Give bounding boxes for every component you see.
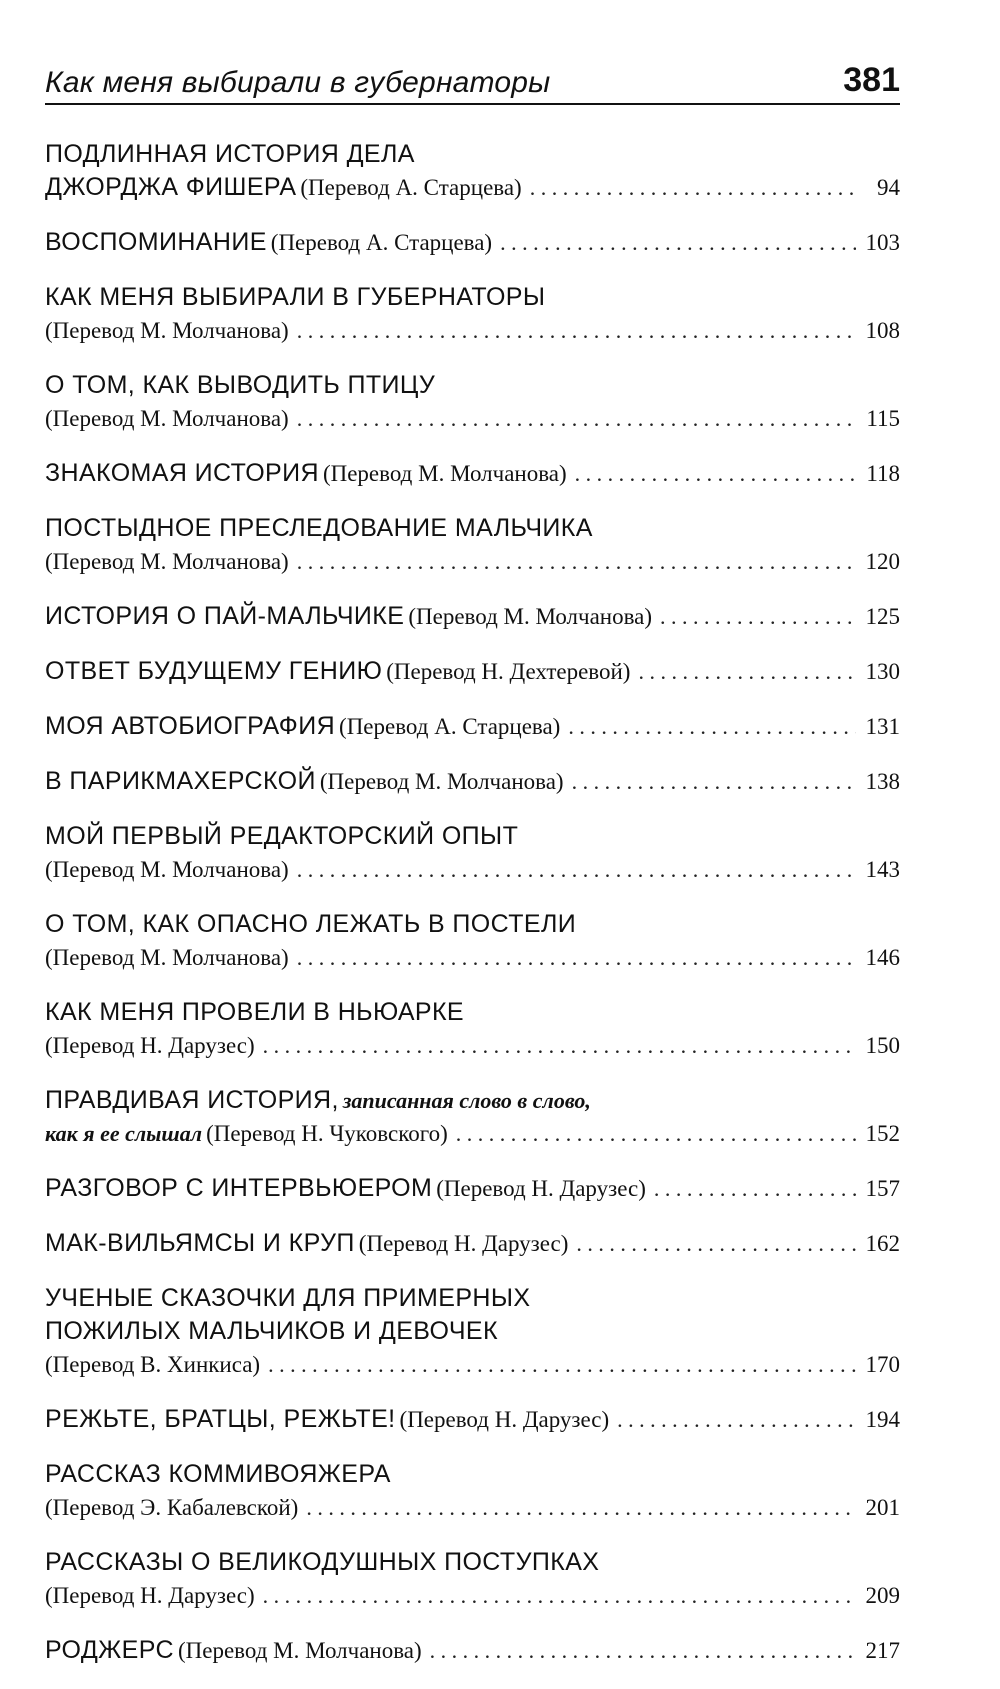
dot-leader bbox=[297, 402, 856, 435]
entry-translator: (Перевод М. Молчанова) bbox=[45, 857, 289, 882]
toc-entry[interactable] bbox=[45, 996, 900, 1062]
entry-translator: (Перевод М. Молчанова) bbox=[45, 318, 289, 343]
dot-leader bbox=[638, 655, 856, 688]
entry-page: 125 bbox=[865, 604, 900, 629]
entry-title: ПОДЛИННАЯ ИСТОРИЯ ДЕЛА bbox=[45, 140, 415, 168]
entry-subtitle: записанная слово в слово, bbox=[342, 1088, 591, 1113]
dot-leader bbox=[297, 941, 856, 974]
entry-translator: (Перевод Н. Дарузес) bbox=[399, 1407, 610, 1432]
entry-page: 146 bbox=[865, 945, 900, 970]
entry-page: 118 bbox=[866, 461, 900, 486]
entry-translator: (Перевод Н. Чуковского) bbox=[206, 1121, 448, 1146]
dot-leader bbox=[297, 545, 856, 578]
toc-entry[interactable] bbox=[45, 1172, 900, 1205]
entry-page: 143 bbox=[865, 857, 900, 882]
entry-translator: (Перевод М. Молчанова) bbox=[45, 549, 289, 574]
running-header-title: Как меня выбирали в губернаторы bbox=[45, 66, 551, 99]
toc-entry[interactable] bbox=[45, 600, 900, 633]
dot-leader bbox=[306, 1491, 856, 1524]
entry-translator: (Перевод М. Молчанова) bbox=[45, 406, 289, 431]
toc-entry[interactable] bbox=[45, 457, 900, 490]
entry-title: КАК МЕНЯ ПРОВЕЛИ В НЬЮАРКЕ bbox=[45, 998, 465, 1026]
running-header bbox=[45, 40, 900, 105]
dot-leader bbox=[575, 457, 856, 490]
toc-entry[interactable] bbox=[45, 655, 900, 688]
entry-title: ПРАВДИВАЯ ИСТОРИЯ, bbox=[45, 1086, 339, 1114]
entry-title: РЕЖЬТЕ, БРАТЦЫ, РЕЖЬТЕ! bbox=[45, 1405, 396, 1433]
entry-translator: (Перевод Н. Дарузес) bbox=[45, 1583, 255, 1608]
entry-translator: (Перевод М. Молчанова) bbox=[45, 945, 289, 970]
entry-title: УЧЕНЫЕ СКАЗОЧКИ ДЛЯ ПРИМЕРНЫХ bbox=[45, 1284, 531, 1312]
toc-entry[interactable] bbox=[45, 1634, 900, 1667]
entry-page: 201 bbox=[865, 1495, 900, 1520]
entry-title: ЗНАКОМАЯ ИСТОРИЯ bbox=[45, 459, 319, 487]
entry-title: РАЗГОВОР С ИНТЕРВЬЮЕРОМ bbox=[45, 1174, 433, 1202]
entry-title: КАК МЕНЯ ВЫБИРАЛИ В ГУБЕРНАТОРЫ bbox=[45, 283, 546, 311]
entry-translator: (Перевод А. Старцева) bbox=[270, 230, 493, 255]
entry-title: МОЯ АВТОБИОГРАФИЯ bbox=[45, 712, 336, 740]
entry-title: РАССКАЗ КОММИВОЯЖЕРА bbox=[45, 1460, 391, 1488]
dot-leader bbox=[263, 1579, 856, 1612]
toc-entry[interactable] bbox=[45, 1084, 900, 1150]
toc-entry[interactable] bbox=[45, 1403, 900, 1436]
toc-entry[interactable] bbox=[45, 1282, 900, 1381]
entry-translator: (Перевод Э. Кабалевской) bbox=[45, 1495, 299, 1520]
entry-title: ВОСПОМИНАНИЕ bbox=[45, 228, 267, 256]
entry-page: 217 bbox=[865, 1638, 900, 1663]
entry-page: 131 bbox=[865, 714, 900, 739]
entry-page: 194 bbox=[865, 1407, 900, 1432]
entry-page: 162 bbox=[865, 1231, 900, 1256]
entry-title: О ТОМ, КАК ВЫВОДИТЬ ПТИЦУ bbox=[45, 371, 436, 399]
dot-leader bbox=[660, 600, 856, 633]
entry-translator: (Перевод Н. Дехтеревой) bbox=[386, 659, 631, 684]
entry-title: ОТВЕТ БУДУЩЕМУ ГЕНИЮ bbox=[45, 657, 383, 685]
entry-title: МОЙ ПЕРВЫЙ РЕДАКТОРСКИЙ ОПЫТ bbox=[45, 822, 519, 850]
entry-page: 115 bbox=[866, 406, 900, 431]
toc-entry[interactable] bbox=[45, 1227, 900, 1260]
entry-title: ИСТОРИЯ О ПАЙ-МАЛЬЧИКЕ bbox=[45, 602, 405, 630]
table-of-contents bbox=[45, 138, 900, 1667]
entry-translator: (Перевод М. Молчанова) bbox=[319, 769, 564, 794]
toc-entry[interactable] bbox=[45, 908, 900, 974]
entry-page: 103 bbox=[865, 230, 900, 255]
toc-entry[interactable] bbox=[45, 138, 900, 204]
toc-entry[interactable] bbox=[45, 1546, 900, 1612]
entry-page: 157 bbox=[865, 1176, 900, 1201]
dot-leader bbox=[568, 710, 856, 743]
dot-leader bbox=[572, 765, 856, 798]
entry-translator: (Перевод М. Молчанова) bbox=[177, 1638, 422, 1663]
entry-title: РАССКАЗЫ О ВЕЛИКОДУШНЫХ ПОСТУПКАХ bbox=[45, 1548, 600, 1576]
entry-translator: (Перевод Н. Дарузес) bbox=[358, 1231, 569, 1256]
dot-leader bbox=[456, 1117, 856, 1150]
entry-page: 170 bbox=[865, 1352, 900, 1377]
dot-leader bbox=[430, 1634, 856, 1667]
entry-page: 152 bbox=[865, 1121, 900, 1146]
entry-page: 150 bbox=[865, 1033, 900, 1058]
dot-leader bbox=[500, 226, 856, 259]
entry-translator: (Перевод Н. Дарузес) bbox=[436, 1176, 646, 1201]
entry-translator: (Перевод В. Хинкиса) bbox=[45, 1352, 261, 1377]
toc-entry[interactable] bbox=[45, 226, 900, 259]
entry-title: РОДЖЕРС bbox=[45, 1636, 174, 1664]
entry-title: МАК-ВИЛЬЯМСЫ И КРУП bbox=[45, 1229, 355, 1257]
entry-subtitle: как я ее слышал bbox=[45, 1121, 203, 1146]
toc-entry[interactable] bbox=[45, 1458, 900, 1524]
entry-title: В ПАРИКМАХЕРСКОЙ bbox=[45, 767, 316, 795]
dot-leader bbox=[617, 1403, 856, 1436]
entry-title: О ТОМ, КАК ОПАСНО ЛЕЖАТЬ В ПОСТЕЛИ bbox=[45, 910, 577, 938]
dot-leader bbox=[268, 1348, 856, 1381]
entry-page: 130 bbox=[865, 659, 900, 684]
entry-page: 209 bbox=[865, 1583, 900, 1608]
entry-translator: (Перевод М. Молчанова) bbox=[408, 604, 653, 629]
toc-entry[interactable] bbox=[45, 281, 900, 347]
entry-title: ДЖОРДЖА ФИШЕРА bbox=[45, 173, 297, 201]
toc-entry[interactable] bbox=[45, 369, 900, 435]
entry-translator: (Перевод А. Старцева) bbox=[300, 175, 522, 200]
dot-leader bbox=[654, 1172, 856, 1205]
entry-page: 120 bbox=[865, 549, 900, 574]
dot-leader bbox=[576, 1227, 856, 1260]
entry-page: 108 bbox=[865, 318, 900, 343]
toc-entry[interactable] bbox=[45, 710, 900, 743]
entry-translator: (Перевод А. Старцева) bbox=[339, 714, 561, 739]
entry-title: ПОСТЫДНОЕ ПРЕСЛЕДОВАНИЕ МАЛЬЧИКА bbox=[45, 514, 593, 542]
dot-leader bbox=[297, 853, 856, 886]
dot-leader bbox=[263, 1029, 856, 1062]
entry-translator: (Перевод Н. Дарузес) bbox=[45, 1033, 255, 1058]
toc-entry[interactable] bbox=[45, 512, 900, 578]
entry-page: 138 bbox=[865, 769, 900, 794]
page bbox=[45, 40, 900, 1689]
page-number: 381 bbox=[843, 61, 900, 99]
toc-entry[interactable] bbox=[45, 765, 900, 798]
entry-translator: (Перевод М. Молчанова) bbox=[322, 461, 567, 486]
dot-leader bbox=[530, 171, 856, 204]
entry-page: 94 bbox=[877, 175, 900, 200]
dot-leader bbox=[297, 314, 856, 347]
toc-entry[interactable] bbox=[45, 820, 900, 886]
entry-title: ПОЖИЛЫХ МАЛЬЧИКОВ И ДЕВОЧЕК bbox=[45, 1317, 498, 1345]
